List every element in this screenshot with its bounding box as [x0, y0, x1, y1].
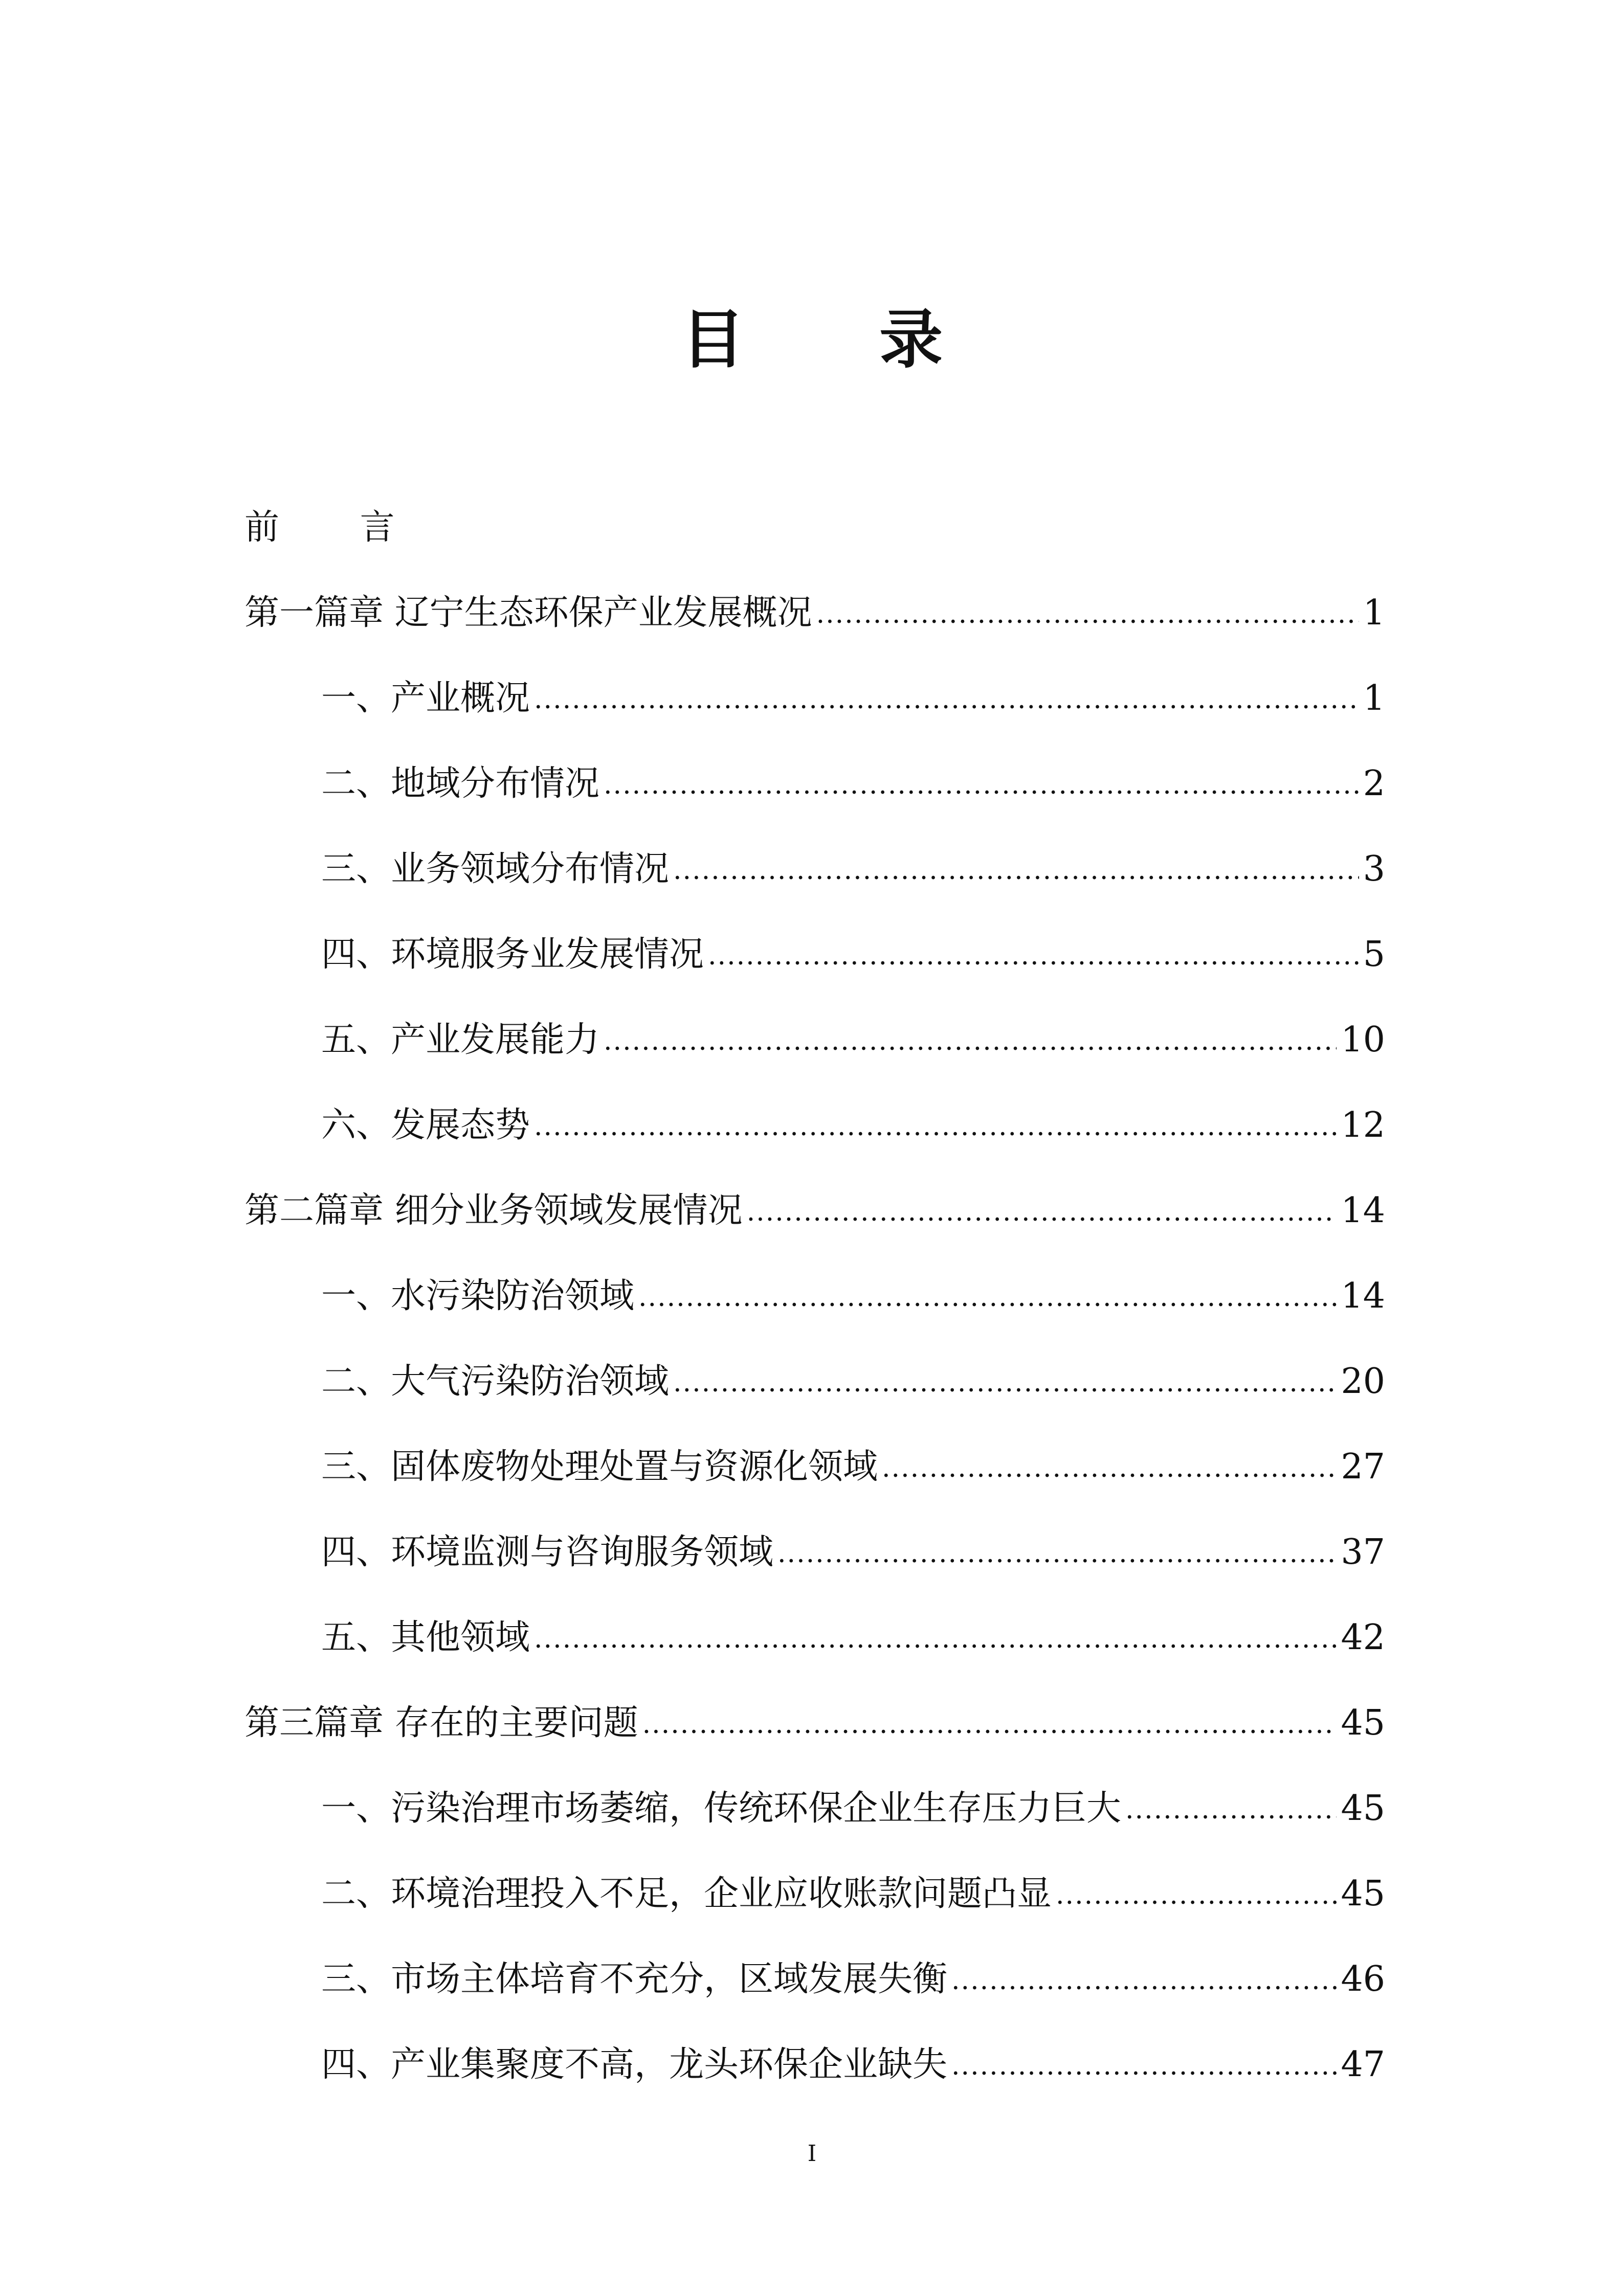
toc-page-number: 14	[1341, 1275, 1385, 1316]
toc-entry-section[interactable]	[244, 656, 1385, 741]
toc-entry-section[interactable]	[244, 1851, 1385, 1937]
toc-entry-section[interactable]	[244, 1083, 1385, 1168]
toc-page-number: 47	[1341, 2044, 1385, 2085]
dot-leader	[1056, 1877, 1337, 1911]
toc-page-number: 37	[1341, 1532, 1385, 1572]
toc-entry-section[interactable]	[244, 1595, 1385, 1680]
toc-entry-label: 三、市场主体培育不充分，区域发展失衡	[321, 1959, 948, 1999]
toc-page-number: 27	[1341, 1446, 1385, 1487]
toc-entry-part-1[interactable]	[244, 570, 1385, 656]
toc-entry-label: 六、发展态势	[321, 1105, 530, 1145]
dot-leader	[816, 596, 1359, 631]
dot-leader	[747, 1194, 1337, 1228]
toc-entry-label: 第一篇章 辽宁生态环保产业发展概况	[244, 592, 812, 633]
toc-entry-label: 五、产业发展能力	[321, 1019, 600, 1060]
toc-entry-label: 四、环境服务业发展情况	[321, 934, 704, 975]
dot-leader	[673, 852, 1359, 887]
toc-page-number: 3	[1363, 848, 1385, 889]
table-of-contents	[244, 485, 1385, 2107]
toc-page-number: 45	[1341, 1788, 1385, 1829]
dot-leader	[638, 1279, 1337, 1314]
toc-page-number: 1	[1363, 592, 1385, 633]
toc-entry-label: 三、固体废物处理处置与资源化领域	[321, 1446, 878, 1487]
toc-page-number: 42	[1341, 1617, 1385, 1658]
toc-entry-section[interactable]	[244, 1510, 1385, 1595]
dot-leader	[534, 1620, 1337, 1655]
dot-leader	[777, 1535, 1337, 1570]
toc-entry-section[interactable]	[244, 912, 1385, 997]
page-title: 目 录	[681, 303, 999, 377]
dot-leader	[951, 2047, 1337, 2082]
toc-entry-section[interactable]	[244, 997, 1385, 1083]
toc-entry-label: 四、产业集聚度不高，龙头环保企业缺失	[321, 2044, 948, 2085]
dot-leader	[534, 681, 1359, 716]
toc-entry-section[interactable]	[244, 741, 1385, 826]
toc-entry-label: 五、其他领域	[321, 1617, 530, 1658]
toc-entry-preface[interactable]	[244, 485, 1385, 570]
toc-page-number: 12	[1341, 1105, 1385, 1145]
toc-entry-label: 二、环境治理投入不足，企业应收账款问题凸显	[321, 1873, 1052, 1914]
toc-entry-label: 四、环境监测与咨询服务领域	[321, 1532, 774, 1572]
dot-leader	[882, 1450, 1337, 1484]
dot-leader	[951, 1962, 1337, 1997]
toc-entry-label: 一、水污染防治领域	[321, 1275, 635, 1316]
dot-leader	[673, 1364, 1337, 1399]
toc-entry-section[interactable]	[244, 2022, 1385, 2107]
toc-entry-label: 一、污染治理市场萎缩，传统环保企业生存压力巨大	[321, 1788, 1122, 1829]
toc-page-number: 5	[1363, 934, 1385, 975]
toc-entry-label: 前 言	[244, 507, 430, 548]
toc-entry-label: 三、业务领域分布情况	[321, 848, 670, 889]
toc-entry-label: 第二篇章 细分业务领域发展情况	[244, 1190, 743, 1231]
toc-entry-part-3[interactable]	[244, 1680, 1385, 1766]
toc-page-number: 45	[1341, 1873, 1385, 1914]
dot-leader	[604, 1023, 1337, 1057]
toc-entry-label: 二、大气污染防治领域	[321, 1361, 670, 1402]
toc-page-number: 45	[1341, 1702, 1385, 1743]
toc-page-number: 1	[1363, 678, 1385, 718]
toc-entry-section[interactable]	[244, 1253, 1385, 1339]
toc-entry-section[interactable]	[244, 1339, 1385, 1424]
dot-leader	[604, 767, 1359, 801]
toc-entry-label: 第三篇章 存在的主要问题	[244, 1702, 638, 1743]
toc-entry-section[interactable]	[244, 826, 1385, 912]
toc-page-number: 46	[1341, 1959, 1385, 1999]
toc-page-number: 10	[1341, 1019, 1385, 1060]
dot-leader	[642, 1706, 1337, 1741]
page-number-footer: I	[807, 2141, 817, 2167]
toc-page-number: 2	[1363, 763, 1385, 804]
dot-leader	[708, 937, 1359, 972]
toc-entry-label: 二、地域分布情况	[321, 763, 600, 804]
toc-entry-label: 一、产业概况	[321, 678, 530, 718]
toc-page-number: 14	[1341, 1190, 1385, 1231]
toc-entry-section[interactable]	[244, 1766, 1385, 1851]
toc-entry-section[interactable]	[244, 1937, 1385, 2022]
dot-leader	[1125, 1791, 1337, 1826]
toc-entry-part-2[interactable]	[244, 1168, 1385, 1253]
toc-page-number: 20	[1341, 1361, 1385, 1402]
dot-leader	[534, 1108, 1337, 1143]
toc-entry-section[interactable]	[244, 1424, 1385, 1510]
